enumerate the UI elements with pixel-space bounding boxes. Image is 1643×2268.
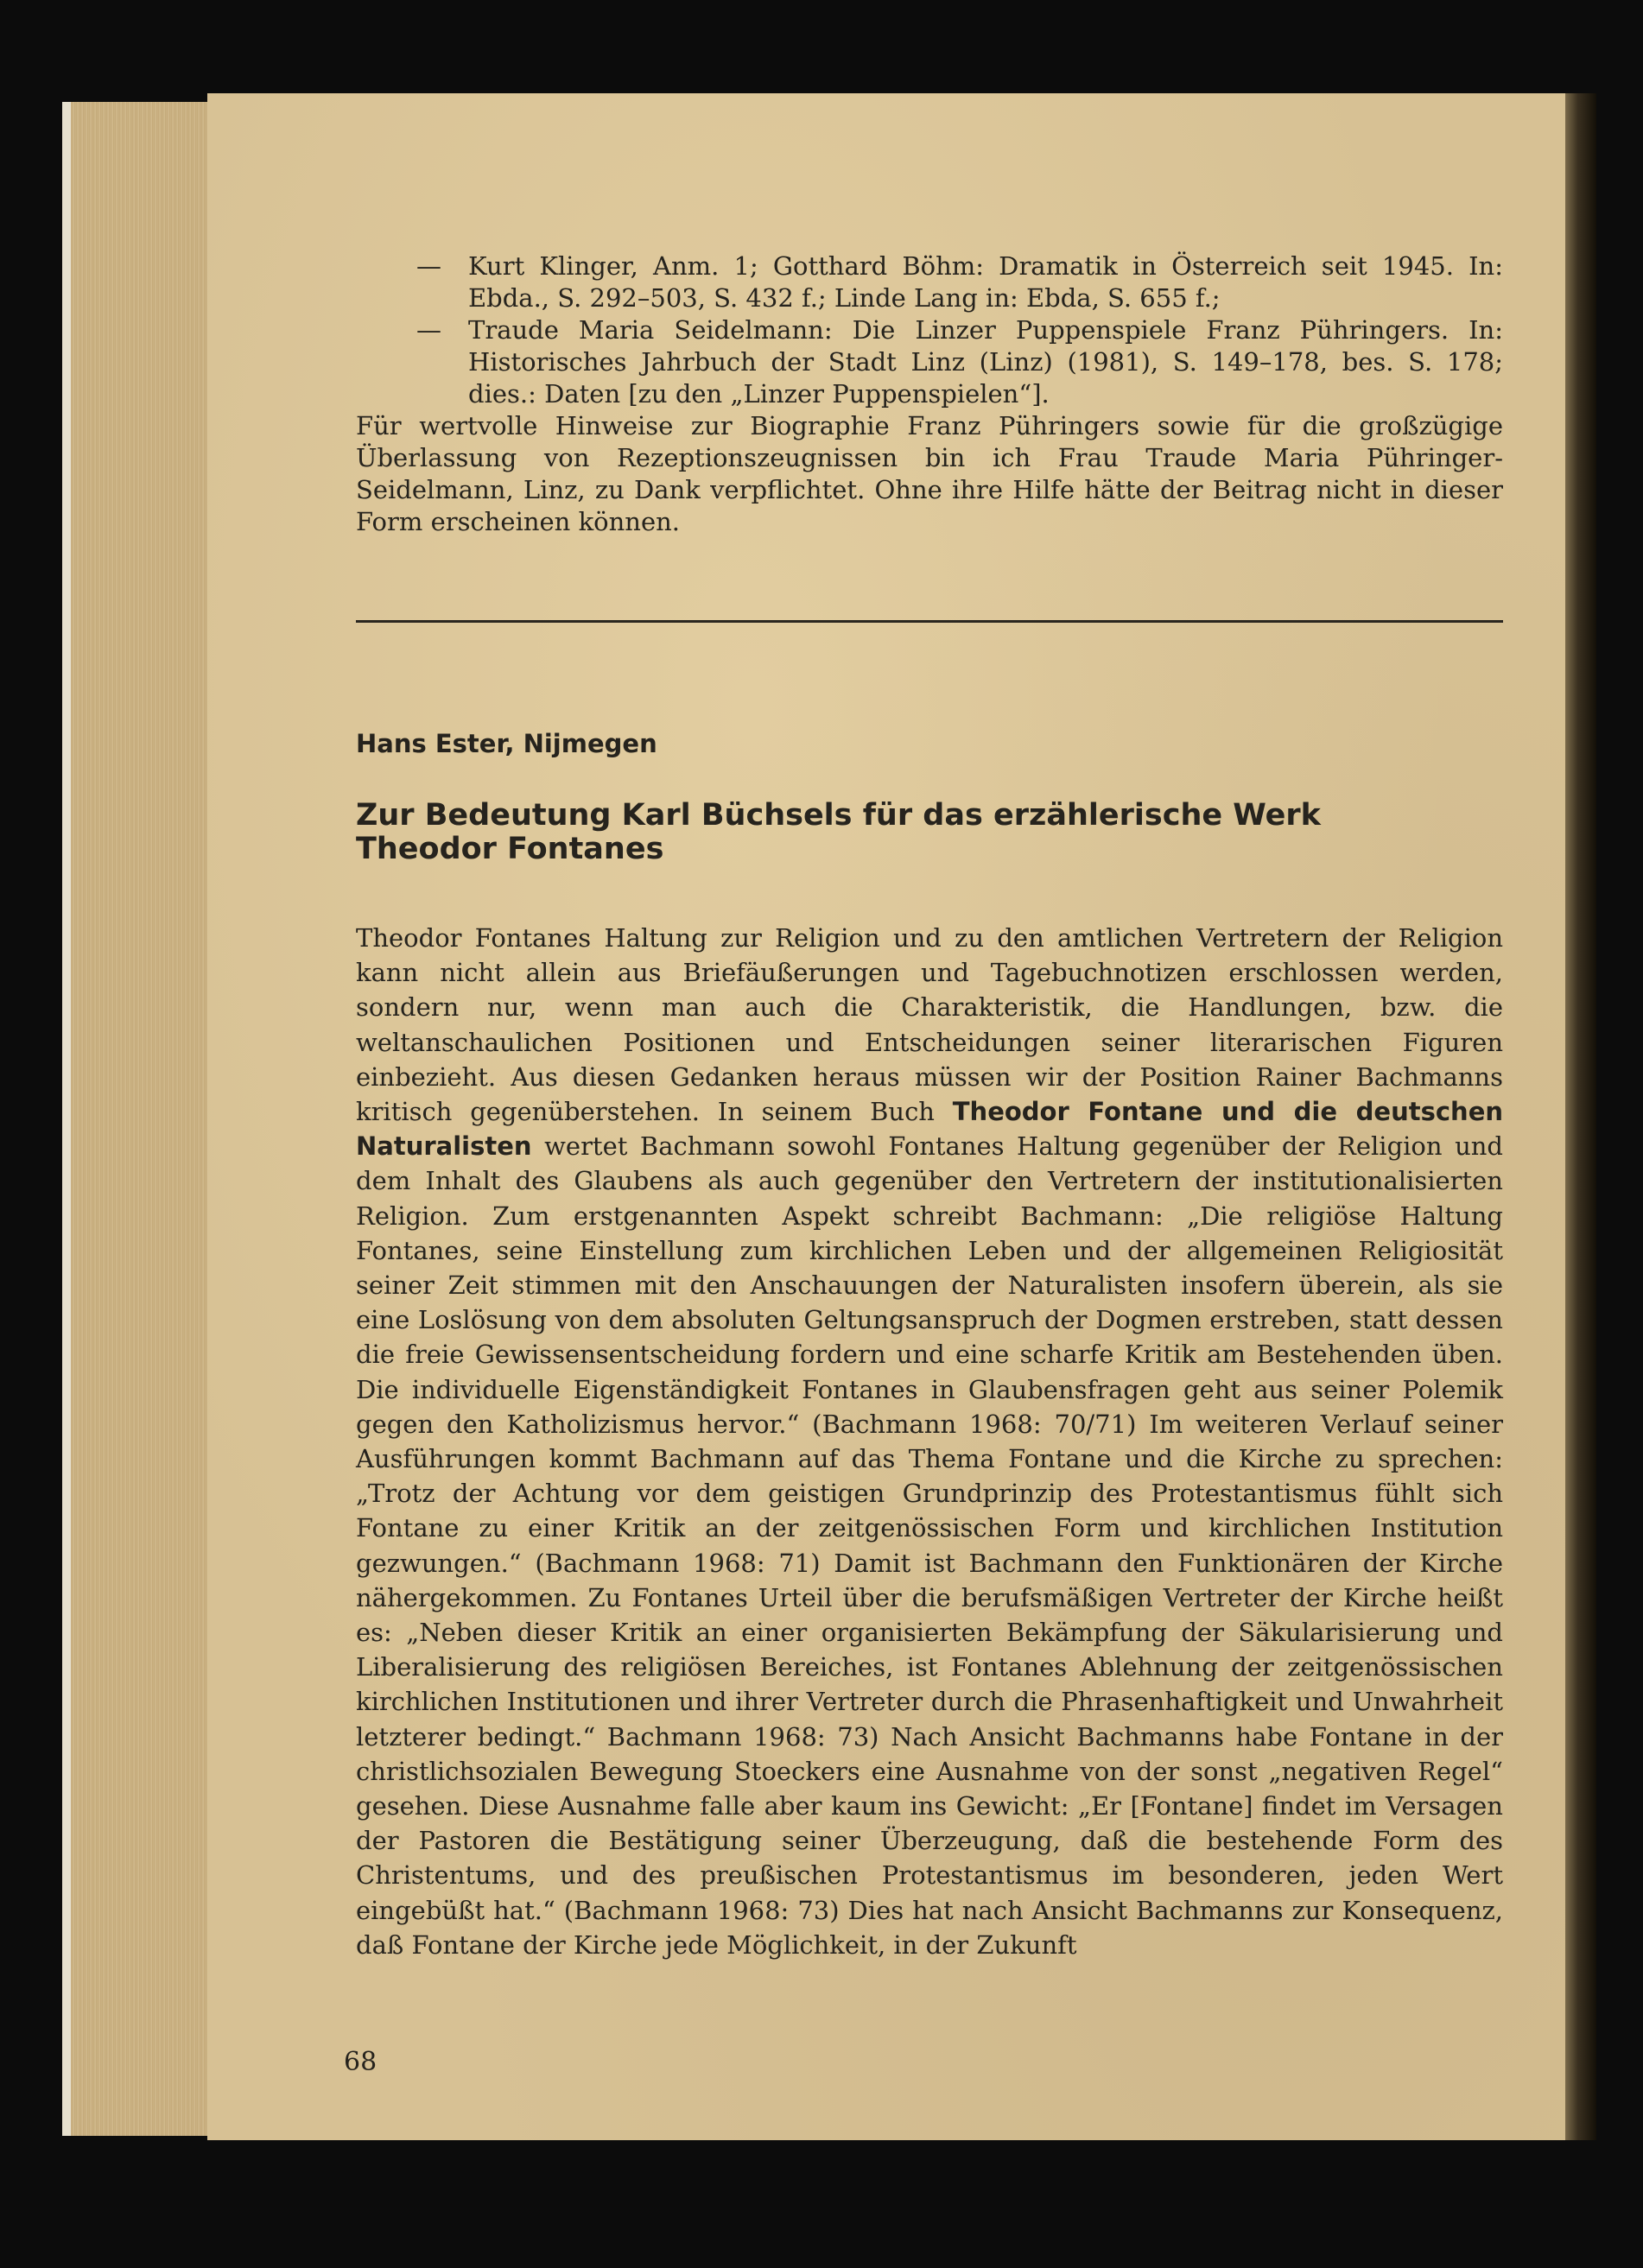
article-title-line1: Zur Bedeutung Karl Büchsels für das erzählerische Werk: [356, 798, 1321, 833]
article-title-line2: Theodor Fontanes: [356, 832, 664, 866]
reference-item: [356, 250, 1503, 314]
cited-book-title: Theodor Fontane und die deutschen Naturalisten: [356, 1097, 1504, 1162]
reference-text: Kurt Klinger, Anm. 1; Gotthard Böhm: Dramatik in Österreich seit 1945. In: Ebda., S. 292–503, S. 432 f.; Linde Lang in: Ebda, S. 655 f.;: [468, 251, 1503, 313]
book-spine-shadow: [1565, 93, 1596, 2140]
section-divider: [356, 620, 1503, 623]
reference-dash: —: [416, 315, 441, 345]
reference-item: [356, 314, 1503, 410]
acknowledgement-paragraph: Für wertvolle Hinweise zur Biographie Franz Pühringers sowie für die großzügige Überlassung von Rezeptionszeugnissen bin ich Frau Traude Maria Pühringer-Seidelmann, Linz, zu Dank verpflichtet. Ohne ihre Hilfe hätte der Beitrag nicht in dieser Form erscheinen können.: [356, 411, 1503, 536]
reference-dash: —: [416, 251, 441, 281]
reference-text: Traude Maria Seidelmann: Die Linzer Puppenspiele Franz Pühringers. In: Historisches Jahrbuch der Stadt Linz (Linz) (1981), S. 149–178, bes. S. 178; dies.: Daten [zu den „Linzer Puppenspielen“].: [468, 315, 1503, 409]
article-body: [356, 921, 1503, 1962]
page-number: 68: [344, 2047, 377, 2077]
body-text-part2: wertet Bachmann sowohl Fontanes Haltung gegenüber der Religion und dem Inhalt des Glaubens als auch gegenüber den Vertretern der institutionalisierten Religion. Zum erstgenannten Aspekt schreibt Bachmann: „Die religiöse Haltung Fontanes, seine Einstellung zum kirchlichen Leben und der allgemeinen Religiosität seiner Zeit stimmen mit den Anschauungen der Naturalisten insofern überein, als sie eine Loslösung von dem absoluten Geltungsanspruch der Dogmen erstreben, statt dessen die freie Gewissensentscheidung fordern und eine scharfe Kritik am Bestehenden üben. Die individuelle Eigenständigkeit Fontanes in Glaubensfragen geht aus seiner Polemik gegen den Katholizismus hervor.“ (Bachmann 1968: 70/71) Im weiteren Verlauf seiner Ausführungen kommt Bachmann auf das Thema Fontane und die Kirche zu sprechen: „Trotz der Achtung vor dem geistigen Grundprinzip des Protestantismus fühlt sich Fontane zu einer Kritik an der zeitgenössischen Form und kirchlichen Institution gezwungen.“ (Bachmann 1968: 71) Damit ist Bachmann den Funktionären der Kirche nähergekommen. Zu Fontanes Urteil über die berufsmäßigen Vertreter der Kirche heißt es: „Neben dieser Kritik an einer organisierten Bekämpfung der Säkularisierung und Liberalisierung des religiösen Bereiches, ist Fontanes Ablehnung der zeitgenössischen kirchlichen Institutionen und ihrer Vertreter durch die Phrasenhaftigkeit und Unwahrheit letzterer bedingt.“ Bachmann 1968: 73) Nach Ansicht Bachmanns habe Fontane in der christlichsozialen Bewegung Stoeckers eine Ausnahme von der sonst „negativen Regel“ gesehen. Diese Ausnahme falle aber kaum ins Gewicht: „Er [Fontane] findet im Versagen der Pastoren die Bestätigung seiner Überzeugung, daß die bestehende Form des Christentums, und des preußischen Protestantismus im besonderen, jeden Wert eingebüßt hat.“ (Bachmann 1968: 73) Dies hat nach Ansicht Bachmanns zur Konsequenz, daß Fontane der Kirche jede Möglichkeit, in der Zukunft: [356, 1131, 1504, 1960]
article-title: [356, 799, 1503, 866]
reference-list: [356, 250, 1503, 410]
book-page-edges: [62, 102, 226, 2136]
article-author: Hans Ester, Nijmegen: [356, 729, 657, 758]
body-text-part1: Theodor Fontanes Haltung zur Religion und zu den amtlichen Vertretern der Religion kann nicht allein aus Briefäußerungen und Tagebuchnotizen erschlossen werden, sondern nur, wenn man auch die Charakteristik, die Handlungen, bzw. die weltanschaulichen Positionen und Entscheidungen seiner literarischen Figuren einbezieht. Aus diesen Gedanken heraus müssen wir der Position Rainer Bachmanns kritisch gegenüberstehen. In seinem Buch: [356, 923, 1503, 1127]
page-content: [356, 250, 1503, 1962]
